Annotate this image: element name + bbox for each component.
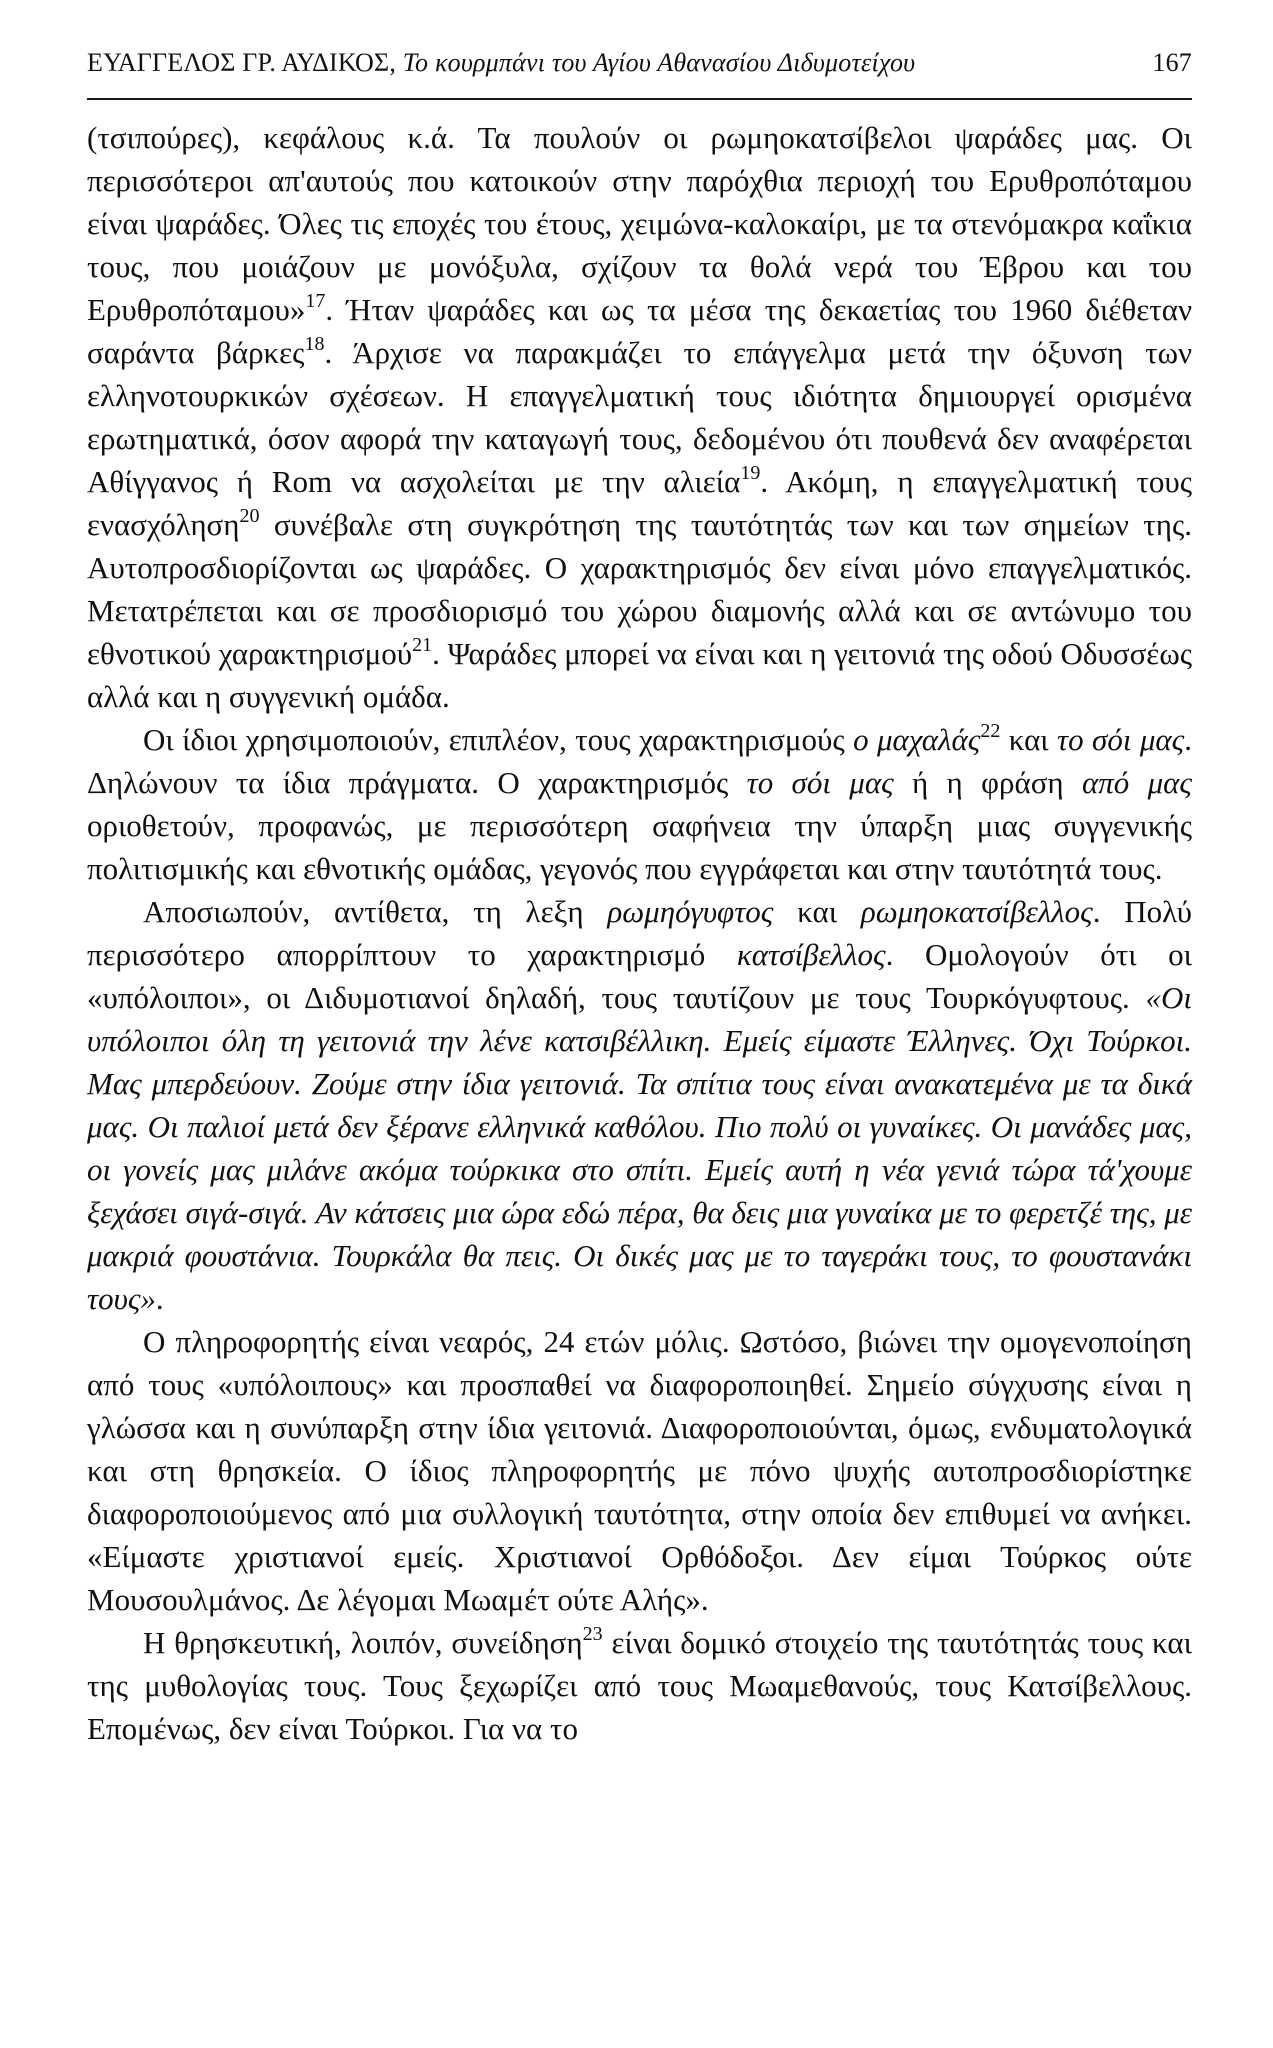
footnote-marker: 23 (582, 1623, 603, 1645)
italic-text: ο μαχαλάς (853, 722, 981, 757)
italic-text: ρωμηοκατσίβελλος (860, 894, 1093, 929)
italic-text: ρωμηόγυφτος (607, 894, 774, 929)
text-run: Οι ίδιοι χρησιμοποιούν, επιπλέον, τους χαρακτηρισμούς (143, 722, 854, 757)
text-run: Ο πληροφορητής είναι νεαρός, 24 ετών μόλις. Ωστόσο, βιώνει την ομογενοποίηση από τους «υπόλοιπους» και προσπαθεί να διαφοροποιηθεί. Σημείο σύγχυσης είναι η γλώσσα και η συνύπαρξη στην ίδια γειτονιά. Διαφοροποιούνται, όμως, ενδυματολογικά και στη θρησκεία. Ο ίδιος πληροφορητής με πόνο ψυχής αυτοπροσδιορίστηκε διαφοροποιούμενος από μια συλλογική ταυτότητα, στην οποία δεν επιθυμεί να ανήκει. «Είμαστε χριστιανοί εμείς. Χριστιανοί Ορθόδοξοι. Δεν είμαι Τούρκος ούτε Μουσουλμάνος. Δε λέγομαι Μωαμέτ ούτε Αλής». (87, 1324, 1192, 1617)
text-run: και (1000, 722, 1058, 757)
text-run: Η θρησκευτική, λοιπόν, συνείδηση (143, 1625, 583, 1660)
italic-text: το σόι μας (1057, 722, 1185, 757)
text-run: ή η φράση (893, 765, 1082, 800)
italic-text: από μας (1081, 765, 1192, 800)
text-run: συνέβαλε στη συγκρότηση της ταυτότητάς των και των σημείων της. Αυτοπροσδιορίζονται ως ψαράδες. Ο χαρακτηρισμός δεν είναι μόνο επαγγελματικός. Μετατρέπεται και σε προσδιορισμό του χώρου διαμονής αλλά και σε αντώνυμο του εθνοτικού χαρακτηρισμού (87, 507, 1192, 671)
text-run: Αποσιωπούν, αντίθετα, τη λεξη (143, 894, 608, 929)
body-text (87, 116, 1192, 1750)
italic-text: κατσίβελλος (736, 937, 886, 972)
paragraph (87, 116, 1192, 718)
text-run: . Πολύ περισσότερο απορρίπτουν το χαρακτηρισμό (87, 894, 1192, 972)
italic-text: το σόι μας (746, 765, 894, 800)
header-rule (87, 98, 1192, 100)
footnote-marker: 21 (412, 634, 433, 656)
header-author: ΕΥΑΓΓΕΛΟΣ ΓΡ. ΑΥΔΙΚΟΣ, (87, 48, 397, 77)
text-run: . Άρχισε να παρακμάζει το επάγγελμα μετά την όξυνση των ελληνοτουρκικών σχέσεων. Η επαγγελματική τους ιδιότητα δημιουργεί ορισμένα ερωτηματικά, όσον αφορά την καταγωγή τους, δεδομένου ότι πουθενά δεν αναφέρεται Αθίγγανος ή Rom να ασχολείται με την αλιεία (87, 335, 1193, 499)
footnote-marker: 17 (305, 290, 326, 312)
text-run: . Ψαράδες μπορεί να είναι και η γειτονιά της οδού Οδυσσέως αλλά και η συγγενική ομάδα. (87, 636, 1192, 714)
text-run: είναι δομικό στοιχείο της ταυτότητάς τους και της μυθολογίας τους. Τους ξεχωρίζει από τους Μωαμεθανούς, τους Κατσίβελλους. Επομένως, δεν είναι Τούρκοι. Για να το (87, 1625, 1192, 1746)
paragraph (87, 1320, 1192, 1621)
running-head (87, 46, 1192, 80)
text-run: οριοθετούν, προφανώς, με περισσότερη σαφήνεια την ύπαρξη μιας συγγενικής πολιτισμικής και εθνοτικής ομάδας, γεγονός που εγγράφεται και στην ταυτότητά τους. (87, 808, 1192, 886)
paragraph (87, 1621, 1192, 1750)
footnote-marker: 18 (304, 333, 325, 355)
text-run: . (155, 1281, 164, 1316)
text-run: . Ήταν ψαράδες και ως τα μέσα της δεκαετίας του 1960 διέθεταν σαράντα βάρκες (87, 292, 1192, 370)
footnote-marker: 20 (239, 505, 260, 527)
footnote-marker: 19 (740, 462, 761, 484)
paragraph (87, 718, 1192, 890)
text-run: και (773, 894, 861, 929)
header-book-title: Το κουρμπάνι του Αγίου Αθανασίου Διδυμοτείχου (402, 48, 916, 77)
text-run: . Ακόμη, η επαγγελματική τους ενασχόληση (87, 464, 1192, 542)
page-number: 167 (1152, 48, 1192, 77)
text-run: . Ομολογούν ότι οι «υπόλοιποι», οι Διδυμοτιανοί δηλαδή, τους ταυτίζουν με τους Τουρκόγυφτους. (87, 937, 1192, 1015)
text-run: . Δηλώνουν τα ίδια πράγματα. Ο χαρακτηρισμός (87, 722, 1192, 800)
italic-text: «Οι υπόλοιποι όλη τη γειτονιά την λένε κατσιβέλλικη. Εμείς είμαστε Έλληνες. Όχι Τούρκοι. Μας μπερδεύουν. Ζούμε στην ίδια γειτονιά. Τα σπίτια τους είναι ανακατεμένα με τα δικά μας. Οι παλιοί μετά δεν ξέρανε ελληνικά καθόλου. Πιο πολύ οι γυναίκες. Οι μανάδες μας, οι γονείς μας μιλάνε ακόμα τούρκικα στο σπίτι. Εμείς αυτή η νέα γενιά τώρα τά'χουμε ξεχάσει σιγά-σιγά. Αν κάτσεις μια ώρα εδώ πέρα, θα δεις μια γυναίκα με το φερετζέ της, με μακριά φουστάνια. Τουρκάλα θα πεις. Οι δικές μας με το ταγεράκι τους, το φουστανάκι τους» (87, 980, 1192, 1316)
footnote-marker: 22 (980, 720, 1001, 742)
paragraph (87, 890, 1192, 1320)
text-run: (τσιπούρες), κεφάλους κ.ά. Τα πουλούν οι ρωμηοκατσίβελοι ψαράδες μας. Οι περισσότεροι απ'αυτούς που κατοικούν στην παρόχθια περιοχή του Ερυθροπόταμου είναι ψαράδες. Όλες τις εποχές του έτους, χειμώνα-καλοκαίρι, με τα στενόμακρα καΐκια τους, που μοιάζουν με μονόξυλα, σχίζουν τα θολά νερά του Έβρου και του Ερυθροπόταμου» (87, 120, 1192, 327)
